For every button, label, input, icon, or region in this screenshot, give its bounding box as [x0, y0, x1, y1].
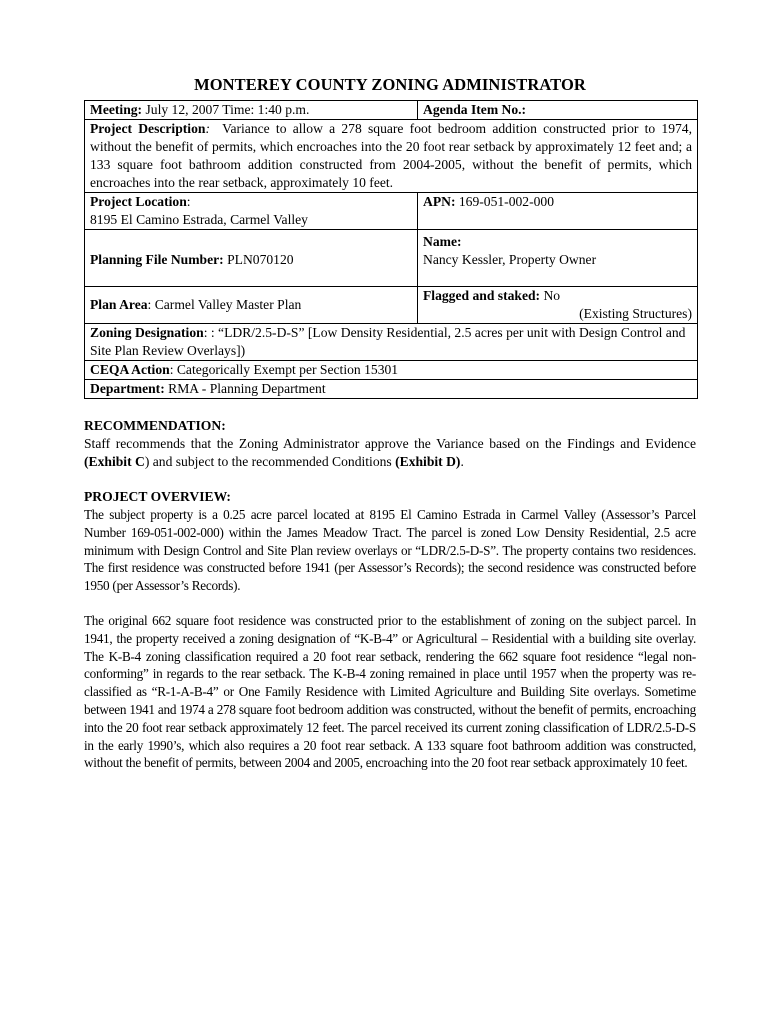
description-label: Project Description	[90, 121, 206, 136]
department-label: Department:	[90, 381, 165, 396]
location-value: 8195 El Camino Estrada, Carmel Valley	[90, 212, 308, 227]
location-cell: Project Location: 8195 El Camino Estrada, Carmel Valley	[85, 193, 418, 230]
description-cell: Project Description: Variance to allow a 278 square foot bedroom addition constructed prior to 1974, without the benefit of permits, which encroaches into the 20 foot rear setback by approximately 12 feet and; a 133 square foot bathroom addition constructed from 2004-2005, without the benefit of permits, which encroaches into the rear setback, approximately 10 feet.	[85, 120, 698, 193]
meeting-row	[85, 101, 698, 120]
recommendation-section	[84, 417, 696, 471]
description-row	[85, 120, 698, 193]
meeting-cell	[85, 101, 418, 120]
department-cell	[85, 380, 698, 399]
recommendation-text-a: Staff recommends that the Zoning Administrator approve the Variance based on the Findings and Evidence	[84, 436, 696, 451]
plan-value: : Carmel Valley Master Plan	[147, 297, 302, 312]
flagged-label: Flagged and staked:	[423, 288, 541, 303]
flagged-value: No	[540, 288, 561, 303]
plan-label: Plan Area	[90, 297, 148, 312]
zoning-value: : : “LDR/2.5-D-S” [Low Density Residential, 2.5 acres per unit with Design Control and Site Plan Review Overlays])	[90, 325, 686, 358]
exhibit-c-ref: (Exhibit C	[84, 454, 145, 469]
file-row	[85, 230, 698, 287]
ceqa-label: CEQA Action	[90, 362, 170, 377]
agenda-label: Agenda Item No.:	[423, 102, 527, 117]
zoning-cell	[85, 324, 698, 361]
file-value: PLN070120	[223, 252, 294, 267]
department-row	[85, 380, 698, 399]
name-value: Nancy Kessler, Property Owner	[423, 252, 597, 267]
overview-paragraph-1: The subject property is a 0.25 acre parcel located at 8195 El Camino Estrada in Carmel Valley (Assessor’s Parcel Number 169-051-002-000) within the James Meadow Tract. The parcel is zoned Low Density Residential, 2.5 acre minimum with Design Control and Site Plan review overlays or “LDR/2.5-D-S”. The property contains two residences. The first residence was constructed before 1941 (per Assessor’s Records); the second residence was constructed before 1950 (per Assessor’s Records).	[84, 507, 696, 594]
apn-cell	[418, 193, 698, 230]
location-label: Project Location	[90, 194, 187, 209]
description-value: Variance to allow a 278 square foot bedroom addition constructed prior to 1974, without the benefit of permits, which encroaches into the 20 foot rear setback by approximately 12 feet and; a 133 square foot bathroom addition constructed from 2004-2005, without the benefit of permits, which encroaches into the rear setback, approximately 10 feet.	[90, 121, 692, 190]
recommendation-text-b: ) and subject to the recommended Conditions	[144, 454, 396, 469]
recommendation-heading: RECOMMENDATION:	[84, 418, 226, 433]
flagged-note: (Existing Structures)	[579, 306, 692, 321]
ceqa-cell	[85, 361, 698, 380]
location-row	[85, 193, 698, 230]
apn-label: APN:	[423, 194, 456, 209]
exhibit-d-ref: (Exhibit D)	[395, 454, 461, 469]
agenda-cell	[418, 101, 698, 120]
page-title: MONTEREY COUNTY ZONING ADMINISTRATOR	[194, 75, 586, 94]
overview-paragraph-2: The original 662 square foot residence was constructed prior to the establishment of zoning on the subject parcel. In 1941, the property received a zoning designation of “K-B-4” or Agricultural – Residential with a building site overlay. The K-B-4 zoning classification required a 20 foot rear setback, rendering the 662 square foot residence “legal non-conforming” in regards to the rear setback. The K-B-4 zoning remained in place until 1957 when the property was re-classified as “R-1-A-B-4” or One Family Residence with Limited Agriculture and Building Site overlays. Sometime between 1941 and 1974 a 278 square foot bedroom addition was constructed, without the benefit of permits, encroaching into the 20 foot rear setback approximately 12 feet. The parcel received its current zoning classification of LDR/2.5-D-S in the early 1990’s, which also requires a 20 foot rear setback. A 133 square foot bathroom addition was constructed, without the benefit of permits, between 2004 and 2005, encroaching into the 20 foot rear setback approximately 10 feet.	[84, 612, 696, 771]
meeting-value: July 12, 2007 Time: 1:40 p.m.	[142, 102, 310, 117]
file-cell	[85, 230, 418, 287]
recommendation-text	[84, 435, 696, 471]
name-label: Name:	[423, 234, 462, 249]
ceqa-value: : Categorically Exempt per Section 15301	[169, 362, 399, 377]
project-info-table	[84, 100, 698, 399]
plan-cell	[85, 287, 418, 324]
file-label: Planning File Number:	[90, 252, 224, 267]
department-value: RMA - Planning Department	[164, 381, 326, 396]
meeting-label: Meeting:	[90, 102, 143, 117]
zoning-label: Zoning Designation	[90, 325, 204, 340]
overview-heading: PROJECT OVERVIEW:	[84, 489, 231, 504]
apn-value: 169-051-002-000	[455, 194, 555, 209]
recommendation-text-c: .	[460, 454, 464, 469]
document-page	[84, 76, 696, 772]
plan-row	[85, 287, 698, 324]
flagged-cell	[418, 287, 698, 324]
overview-section	[84, 488, 696, 772]
zoning-row	[85, 324, 698, 361]
name-cell	[418, 230, 698, 287]
ceqa-row	[85, 361, 698, 380]
